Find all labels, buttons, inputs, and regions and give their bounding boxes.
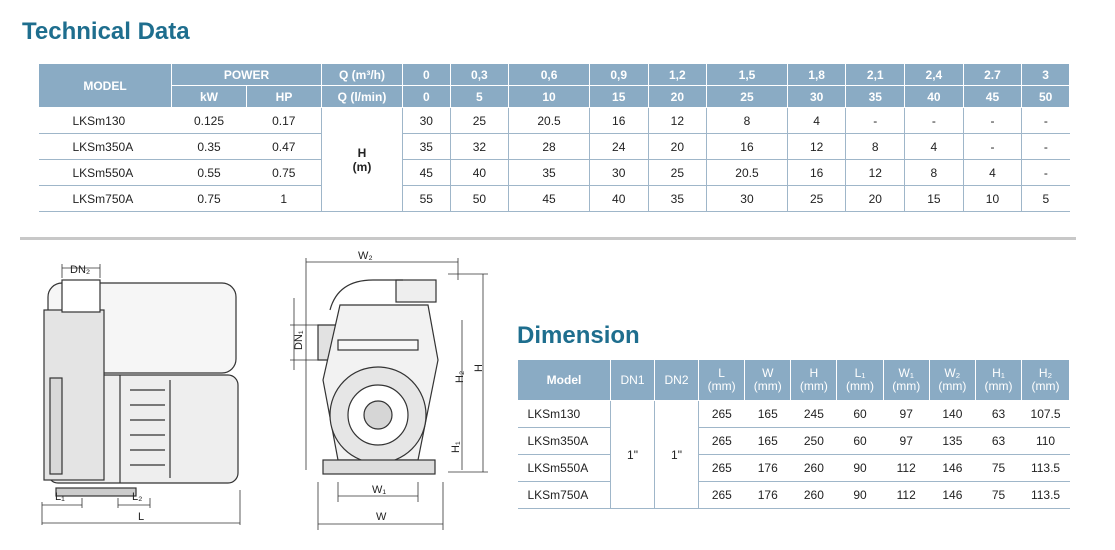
flow-lmin-cell: 25	[707, 86, 788, 108]
h1-label: H₁	[450, 441, 462, 453]
flow-lmin-cell: 20	[648, 86, 707, 108]
q-m3h-header: Q (m³/h)	[322, 64, 403, 86]
dim-value-cell: 107.5	[1022, 401, 1070, 428]
dim-value-cell: 250	[791, 428, 837, 455]
hp-cell: 0.47	[247, 134, 322, 160]
dim-model-cell: LKSm550A	[518, 455, 611, 482]
l2-label: L₂	[132, 491, 143, 503]
dim-value-cell: 165	[745, 428, 791, 455]
head-value-cell: 20.5	[707, 160, 788, 186]
dim-value-cell: 135	[929, 428, 975, 455]
dim-col-header	[745, 360, 791, 401]
dim-col-name: H₂	[1038, 366, 1053, 380]
tech-header-row-1	[39, 64, 1070, 86]
head-value-cell: 50	[450, 186, 509, 212]
w1-label: W₁	[372, 484, 387, 496]
head-value-cell: -	[905, 108, 964, 134]
head-value-cell: 15	[905, 186, 964, 212]
head-value-cell: 20.5	[509, 108, 590, 134]
head-value-cell: 30	[589, 160, 648, 186]
head-value-cell: 45	[509, 186, 590, 212]
dim-data-row	[518, 401, 1070, 428]
pump-side-view-drawing	[20, 250, 260, 540]
technical-data-table	[38, 63, 1070, 212]
flow-m3h-cell: 0,6	[509, 64, 590, 86]
head-value-cell: 12	[787, 134, 846, 160]
head-unit: (m)	[352, 159, 372, 174]
flow-lmin-cell: 5	[450, 86, 509, 108]
head-value-cell: 40	[589, 186, 648, 212]
dim-col-header	[1022, 360, 1070, 401]
head-value-cell: 5	[1022, 186, 1070, 212]
dim-value-cell: 165	[745, 401, 791, 428]
flow-lmin-cell: 30	[787, 86, 846, 108]
head-value-cell: 16	[707, 134, 788, 160]
tech-data-row	[39, 134, 1070, 160]
dim-value-cell: 60	[837, 428, 883, 455]
hp-cell: 0.17	[247, 108, 322, 134]
dim-value-cell: 265	[699, 482, 745, 509]
dn2-header: DN2	[655, 360, 699, 401]
l1-label: L₁	[55, 491, 65, 503]
dim-value-cell: 265	[699, 455, 745, 482]
dim-model-cell: LKSm130	[518, 401, 611, 428]
head-label-cell	[322, 108, 403, 212]
model-cell: LKSm750A	[39, 186, 172, 212]
dim-data-row	[518, 455, 1070, 482]
dim-model-cell: LKSm750A	[518, 482, 611, 509]
head-value-cell: 20	[648, 134, 707, 160]
tech-data-row	[39, 186, 1070, 212]
model-cell: LKSm130	[39, 108, 172, 134]
dim-value-cell: 245	[791, 401, 837, 428]
dim-value-cell: 140	[929, 401, 975, 428]
dim-value-cell: 110	[1022, 428, 1070, 455]
head-value-cell: 35	[648, 186, 707, 212]
tech-data-row	[39, 160, 1070, 186]
dn1-label: DN₁	[293, 330, 305, 350]
h-label: H	[473, 364, 485, 372]
dim-value-cell: 63	[975, 428, 1021, 455]
head-value-cell: 30	[707, 186, 788, 212]
hp-cell: 1	[247, 186, 322, 212]
l-label: L	[138, 511, 145, 523]
dim-value-cell: 90	[837, 482, 883, 509]
head-value-cell: 45	[403, 160, 451, 186]
dim-col-name: H	[809, 366, 819, 380]
head-value-cell: 4	[905, 134, 964, 160]
power-header: POWER	[172, 64, 322, 86]
head-value-cell: 8	[905, 160, 964, 186]
head-label: H	[357, 145, 367, 160]
q-lmin-header: Q (l/min)	[322, 86, 403, 108]
dim-col-unit: (mm)	[799, 379, 828, 393]
dim-value-cell: 63	[975, 401, 1021, 428]
dim-header-row	[518, 360, 1070, 401]
flow-lmin-cell: 10	[509, 86, 590, 108]
section-divider	[20, 237, 1076, 240]
dim-col-header	[975, 360, 1021, 401]
flow-m3h-cell: 2,1	[846, 64, 905, 86]
dim-value-cell: 176	[745, 455, 791, 482]
head-value-cell: 25	[787, 186, 846, 212]
dim-value-cell: 97	[883, 401, 929, 428]
flow-m3h-cell: 0	[403, 64, 451, 86]
dim-col-unit: (mm)	[892, 379, 921, 393]
dim-value-cell: 113.5	[1022, 482, 1070, 509]
kw-cell: 0.35	[172, 134, 247, 160]
head-value-cell: 32	[450, 134, 509, 160]
dn1-cell: 1"	[611, 401, 655, 509]
flow-lmin-cell: 15	[589, 86, 648, 108]
dim-col-unit: (mm)	[984, 379, 1013, 393]
tech-data-row	[39, 108, 1070, 134]
model-cell: LKSm350A	[39, 134, 172, 160]
dim-col-header	[791, 360, 837, 401]
hp-header: HP	[247, 86, 322, 108]
dn1-header: DN1	[611, 360, 655, 401]
head-value-cell: 8	[707, 108, 788, 134]
head-value-cell: 12	[846, 160, 905, 186]
dim-value-cell: 260	[791, 482, 837, 509]
head-value-cell: 4	[787, 108, 846, 134]
head-value-cell: 24	[589, 134, 648, 160]
head-value-cell: -	[963, 108, 1022, 134]
flow-m3h-cell: 2.7	[963, 64, 1022, 86]
flow-m3h-cell: 1,5	[707, 64, 788, 86]
dim-col-unit: (mm)	[1031, 379, 1060, 393]
dim-col-name: W	[762, 366, 774, 380]
pump-front-view-drawing	[278, 250, 508, 545]
dim-col-header	[699, 360, 745, 401]
kw-cell: 0.125	[172, 108, 247, 134]
dim-value-cell: 146	[929, 455, 975, 482]
head-value-cell: 20	[846, 186, 905, 212]
head-value-cell: 28	[509, 134, 590, 160]
w-label: W	[376, 511, 387, 523]
dn2-label: DN₂	[70, 264, 91, 276]
head-value-cell: 35	[509, 160, 590, 186]
dim-col-unit: (mm)	[846, 379, 875, 393]
kw-cell: 0.75	[172, 186, 247, 212]
dim-value-cell: 112	[883, 482, 929, 509]
technical-data-title: Technical Data	[22, 18, 190, 45]
flow-lmin-cell: 40	[905, 86, 964, 108]
dim-value-cell: 176	[745, 482, 791, 509]
kw-cell: 0.55	[172, 160, 247, 186]
flow-lmin-cell: 35	[846, 86, 905, 108]
flow-m3h-cell: 3	[1022, 64, 1070, 86]
dim-value-cell: 265	[699, 428, 745, 455]
dim-value-cell: 60	[837, 401, 883, 428]
model-header: MODEL	[39, 64, 172, 108]
flow-m3h-cell: 1,8	[787, 64, 846, 86]
flow-m3h-cell: 1,2	[648, 64, 707, 86]
dim-value-cell: 97	[883, 428, 929, 455]
flow-m3h-cell: 2,4	[905, 64, 964, 86]
hp-cell: 0.75	[247, 160, 322, 186]
dim-value-cell: 260	[791, 455, 837, 482]
h2-label: H₂	[454, 370, 466, 383]
dim-col-unit: (mm)	[753, 379, 782, 393]
dim-col-header	[883, 360, 929, 401]
dim-col-name: H₁	[992, 366, 1005, 380]
head-value-cell: 25	[648, 160, 707, 186]
dim-data-row	[518, 482, 1070, 509]
dimension-title: Dimension	[517, 322, 640, 349]
head-value-cell: 35	[403, 134, 451, 160]
head-value-cell: 8	[846, 134, 905, 160]
dim-value-cell: 146	[929, 482, 975, 509]
tech-header-row-2	[39, 86, 1070, 108]
model-cell: LKSm550A	[39, 160, 172, 186]
dim-data-row	[518, 428, 1070, 455]
head-value-cell: 55	[403, 186, 451, 212]
flow-m3h-cell: 0,3	[450, 64, 509, 86]
head-value-cell: -	[1022, 160, 1070, 186]
head-value-cell: -	[1022, 108, 1070, 134]
flow-lmin-cell: 45	[963, 86, 1022, 108]
dim-model-cell: LKSm350A	[518, 428, 611, 455]
dim-value-cell: 90	[837, 455, 883, 482]
head-value-cell: -	[963, 134, 1022, 160]
head-value-cell: 10	[963, 186, 1022, 212]
w2-label: W₂	[358, 250, 373, 262]
dimension-table	[517, 359, 1070, 509]
dim-value-cell: 75	[975, 482, 1021, 509]
dim-model-header: Model	[518, 360, 611, 401]
head-value-cell: -	[846, 108, 905, 134]
head-value-cell: 12	[648, 108, 707, 134]
dn2-cell: 1"	[655, 401, 699, 509]
dim-col-header	[929, 360, 975, 401]
head-value-cell: 16	[589, 108, 648, 134]
dim-col-name: L₁	[854, 366, 866, 380]
dim-value-cell: 265	[699, 401, 745, 428]
flow-m3h-cell: 0,9	[589, 64, 648, 86]
dim-col-name: W₁	[898, 366, 914, 380]
head-value-cell: 4	[963, 160, 1022, 186]
head-value-cell: 25	[450, 108, 509, 134]
dim-col-unit: (mm)	[938, 379, 967, 393]
flow-lmin-cell: 50	[1022, 86, 1070, 108]
head-value-cell: 30	[403, 108, 451, 134]
dim-col-name: L	[718, 366, 725, 380]
head-value-cell: -	[1022, 134, 1070, 160]
dim-col-unit: (mm)	[707, 379, 736, 393]
dim-col-header	[837, 360, 883, 401]
dim-col-name: W₂	[944, 366, 961, 380]
dim-value-cell: 75	[975, 455, 1021, 482]
flow-lmin-cell: 0	[403, 86, 451, 108]
dim-value-cell: 112	[883, 455, 929, 482]
head-value-cell: 16	[787, 160, 846, 186]
head-value-cell: 40	[450, 160, 509, 186]
kw-header: kW	[172, 86, 247, 108]
dim-value-cell: 113.5	[1022, 455, 1070, 482]
